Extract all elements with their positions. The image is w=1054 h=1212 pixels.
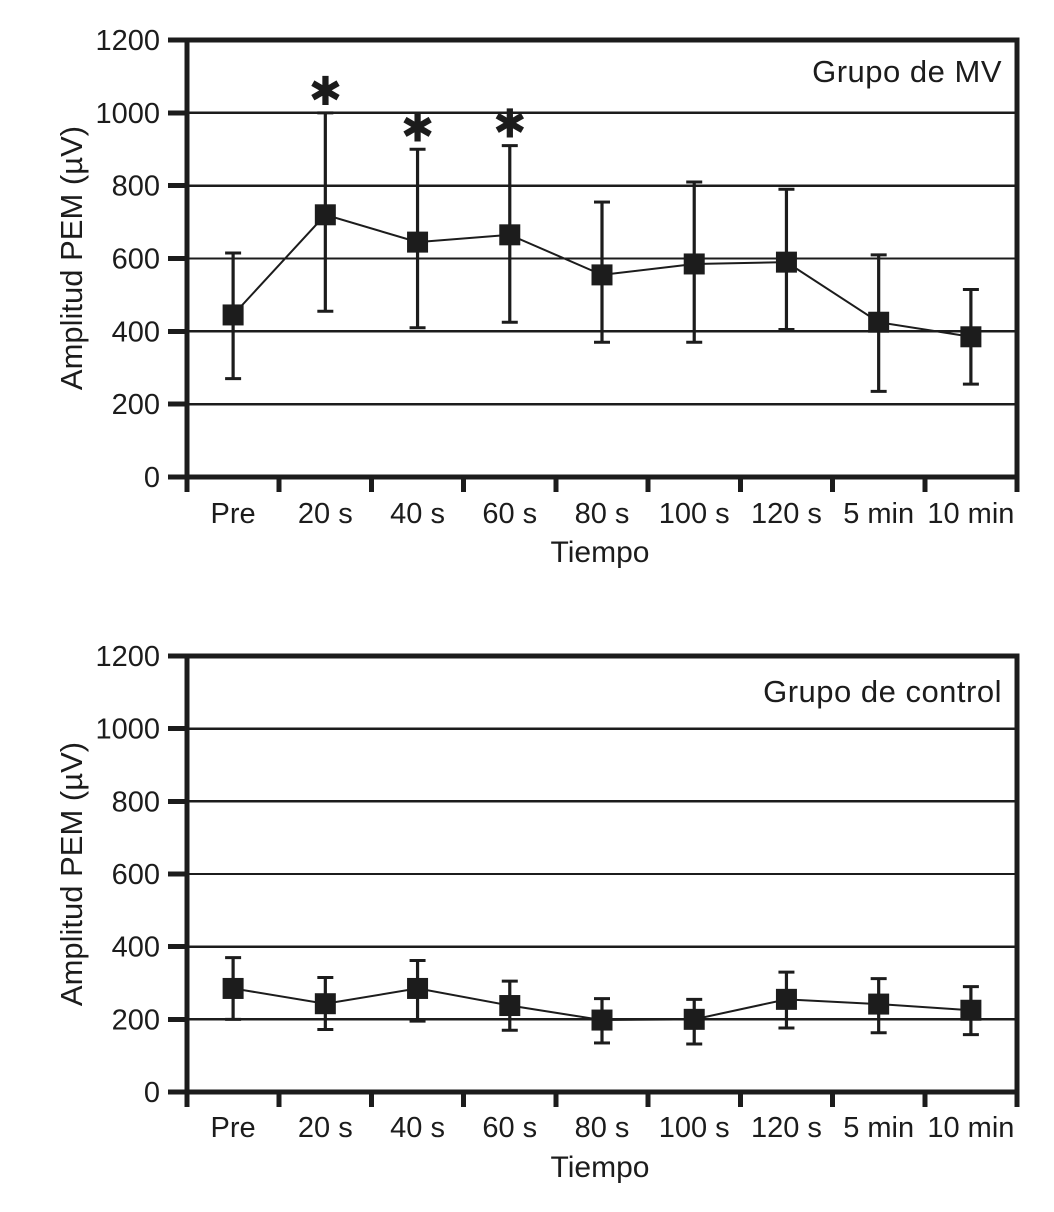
- y-axis-title-top: Amplitud PEM (µV): [54, 125, 89, 391]
- data-point-marker: [592, 1010, 613, 1031]
- data-point-marker: [499, 995, 520, 1016]
- x-tick-label: 5 min: [843, 498, 915, 530]
- data-point-marker: [407, 232, 428, 253]
- data-point-marker: [407, 978, 428, 999]
- x-tick-label: 40 s: [390, 1112, 445, 1144]
- y-tick-label: 1000: [95, 713, 160, 746]
- data-point-marker: [315, 204, 336, 225]
- data-point-marker: [684, 1009, 705, 1030]
- data-point-marker: [868, 994, 889, 1015]
- y-tick-label: 1200: [95, 25, 160, 57]
- y-tick-label: 1000: [95, 97, 160, 130]
- data-point-marker: [776, 989, 797, 1010]
- y-tick-label: 800: [111, 786, 160, 819]
- significance-asterisk: ✱: [400, 105, 435, 152]
- x-tick-label: 20 s: [297, 498, 353, 530]
- x-tick-label: 120 s: [750, 1112, 822, 1144]
- y-tick-label: 400: [111, 316, 160, 349]
- x-tick-label: 10 min: [927, 498, 1015, 530]
- x-tick-label: Pre: [210, 1112, 256, 1144]
- chart-title-mv: Grupo de MV: [812, 54, 1002, 89]
- x-tick-label: 5 min: [843, 1112, 915, 1144]
- data-point-marker: [223, 978, 244, 999]
- x-tick-label: 10 min: [927, 1112, 1015, 1144]
- x-tick-label: 40 s: [390, 498, 445, 530]
- x-tick-label: 20 s: [297, 1112, 353, 1144]
- x-tick-label: 100 s: [658, 498, 730, 530]
- x-tick-label: 120 s: [750, 498, 822, 530]
- y-tick-label: 0: [143, 462, 160, 494]
- y-axis-title-bottom: Amplitud PEM (µV): [54, 741, 89, 1007]
- y-tick-label: 200: [111, 389, 160, 422]
- x-axis-title-top: Tiempo: [550, 536, 650, 569]
- y-tick-label: 200: [111, 1004, 160, 1037]
- data-point-marker: [960, 1000, 981, 1021]
- data-point-marker: [684, 253, 705, 274]
- data-point-marker: [592, 264, 613, 285]
- y-tick-label: 1200: [95, 641, 160, 673]
- x-axis-title-bottom: Tiempo: [550, 1151, 650, 1184]
- x-tick-label: 60 s: [482, 498, 538, 530]
- significance-asterisk: ✱: [308, 68, 343, 115]
- y-tick-label: 400: [111, 931, 160, 964]
- data-point-marker: [315, 993, 336, 1014]
- data-point-marker: [868, 312, 889, 333]
- y-tick-label: 600: [111, 859, 160, 891]
- y-tick-label: 600: [111, 243, 160, 276]
- significance-asterisk: ✱: [493, 101, 527, 148]
- x-tick-label: 80 s: [574, 1112, 630, 1144]
- data-point-marker: [776, 252, 797, 273]
- x-tick-label: 80 s: [574, 498, 630, 530]
- x-tick-label: 100 s: [658, 1112, 730, 1144]
- data-point-marker: [960, 326, 981, 347]
- y-tick-label: 800: [111, 170, 160, 203]
- data-point-marker: [499, 224, 520, 245]
- x-tick-label: Pre: [210, 498, 256, 530]
- chart-title-control: Grupo de control: [763, 674, 1002, 709]
- x-tick-label: 60 s: [482, 1112, 538, 1144]
- y-tick-label: 0: [143, 1077, 160, 1109]
- data-point-marker: [223, 304, 244, 325]
